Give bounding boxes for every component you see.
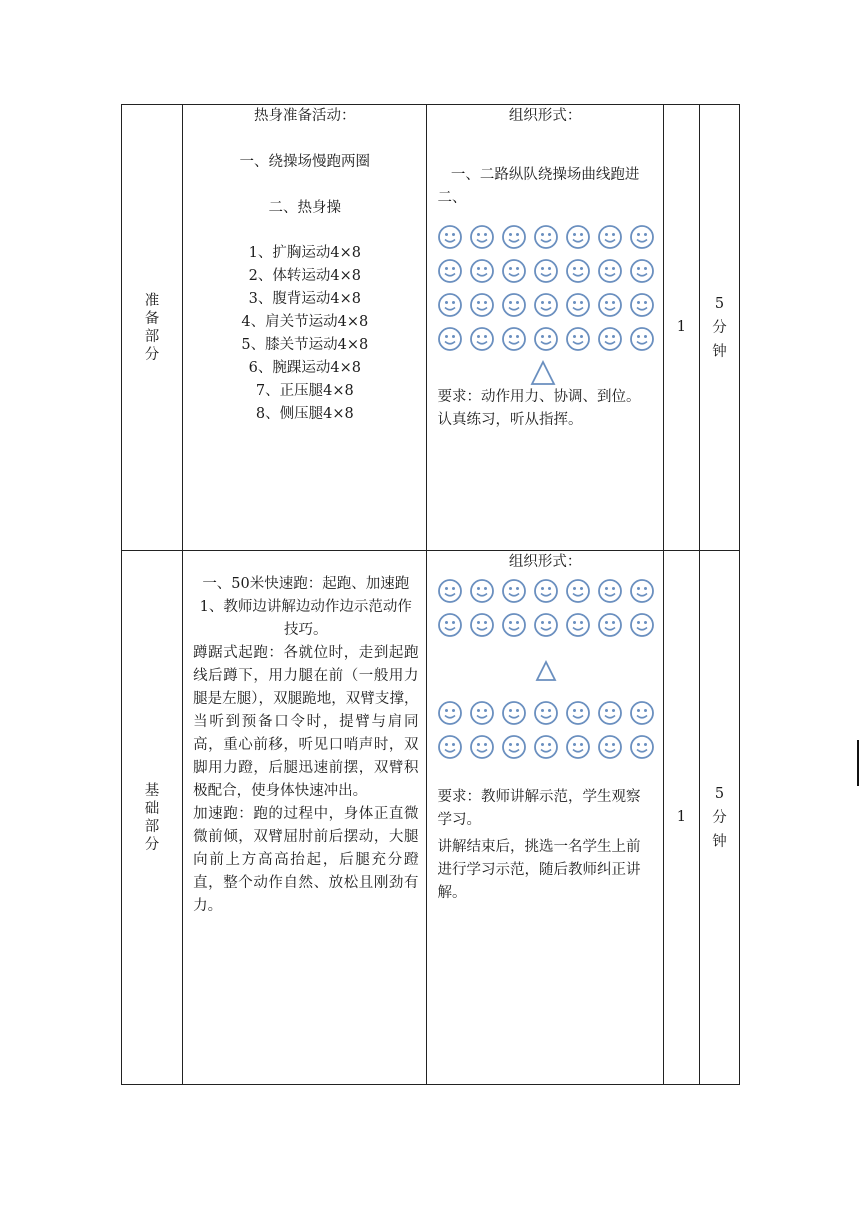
smiley-face-icon xyxy=(533,734,559,760)
formation-row xyxy=(437,696,662,730)
smiley-face-icon xyxy=(501,612,527,638)
smiley-face-icon xyxy=(629,224,655,250)
smiley-face-icon xyxy=(469,258,495,284)
formation-row xyxy=(437,220,662,254)
formation-row xyxy=(437,322,662,356)
smiley-face-icon xyxy=(597,224,623,250)
smiley-face-icon xyxy=(469,326,495,352)
smiley-face-icon xyxy=(469,578,495,604)
smiley-face-icon xyxy=(565,292,591,318)
smiley-face-icon xyxy=(597,612,623,638)
basic-sub: 1、教师边讲解边动作边示范动作技巧。 xyxy=(199,599,412,638)
triangle-icon xyxy=(530,360,556,386)
student-formation-top xyxy=(427,574,662,642)
smiley-face-icon xyxy=(501,326,527,352)
smiley-face-icon xyxy=(597,292,623,318)
smiley-face-icon xyxy=(533,578,559,604)
formation-row xyxy=(437,730,662,764)
smiley-face-icon xyxy=(533,700,559,726)
basic-org-cell xyxy=(427,551,663,1085)
crouch-start-paragraph: 蹲踞式起跑：各就位时，走到起跑线后蹲下，用力腿在前（一般用力腿是左腿），双腿跪地，双臂支撑，当听到预备口令时，提臂与肩同高，重心前移，听见口哨声时，双脚用力蹬，后腿迅速前摆，双臂积极配合，使身体快速冲出。 xyxy=(193,645,419,799)
smiley-face-icon xyxy=(533,258,559,284)
requirement-line-1: 要求：教师讲解示范，学生观察学习。 xyxy=(437,789,641,828)
exercise-item: 3、腹背运动4×8 xyxy=(248,291,361,307)
warmup-line-1: 一、绕操场慢跑两圈 xyxy=(239,154,371,170)
smiley-face-icon xyxy=(469,612,495,638)
smiley-face-icon xyxy=(437,578,463,604)
smiley-face-icon xyxy=(597,258,623,284)
smiley-face-icon xyxy=(565,734,591,760)
smiley-face-icon xyxy=(501,224,527,250)
smiley-face-icon xyxy=(629,578,655,604)
acceleration-paragraph: 加速跑：跑的过程中，身体正直微微前倾，双臂屈肘前后摆动，大腿向前上方高高抬起，后腿充分蹬直，整个动作自然、放松且刚劲有力。 xyxy=(193,806,419,914)
exercise-item: 8、侧压腿4×8 xyxy=(255,406,354,422)
org-line-2: 二、 xyxy=(437,190,467,206)
exercise-item: 5、膝关节运动4×8 xyxy=(241,337,369,353)
prep-content-cell xyxy=(183,105,427,551)
basic-count: 1 xyxy=(663,551,699,1085)
teacher-marker xyxy=(427,660,662,682)
basic-content-cell xyxy=(183,551,427,1085)
formation-row xyxy=(437,574,662,608)
smiley-face-icon xyxy=(437,258,463,284)
org-title: 组织形式： xyxy=(508,554,582,570)
smiley-face-icon xyxy=(501,700,527,726)
margin-mark xyxy=(857,740,859,786)
smiley-face-icon xyxy=(565,578,591,604)
lesson-plan-table xyxy=(121,104,740,1085)
exercise-item: 4、肩关节运动4×8 xyxy=(241,314,369,330)
prep-count: 1 xyxy=(663,105,699,551)
formation-row xyxy=(437,254,662,288)
smiley-face-icon xyxy=(565,700,591,726)
smiley-face-icon xyxy=(533,612,559,638)
warmup-line-2: 二、热身操 xyxy=(268,200,342,216)
exercise-item: 2、体转运动4×8 xyxy=(248,268,361,284)
smiley-face-icon xyxy=(597,326,623,352)
smiley-face-icon xyxy=(565,258,591,284)
smiley-face-icon xyxy=(629,612,655,638)
smiley-face-icon xyxy=(565,612,591,638)
smiley-face-icon xyxy=(629,734,655,760)
smiley-face-icon xyxy=(565,224,591,250)
prep-org-cell xyxy=(427,105,663,551)
org-line-1: 一、二路纵队绕操场曲线跑进 xyxy=(450,167,640,183)
smiley-face-icon xyxy=(501,258,527,284)
exercise-item: 6、腕踝运动4×8 xyxy=(248,360,361,376)
triangle-icon xyxy=(535,660,557,682)
smiley-face-icon xyxy=(597,578,623,604)
smiley-face-icon xyxy=(437,734,463,760)
prep-time: 5 分 钟 xyxy=(699,105,739,551)
smiley-face-icon xyxy=(501,734,527,760)
prep-row xyxy=(122,105,740,551)
smiley-face-icon xyxy=(437,326,463,352)
smiley-face-icon xyxy=(629,292,655,318)
basic-row xyxy=(122,551,740,1085)
org-title: 组织形式： xyxy=(508,108,582,124)
formation-row xyxy=(437,608,662,642)
smiley-face-icon xyxy=(469,224,495,250)
smiley-face-icon xyxy=(597,700,623,726)
requirement-line-2: 讲解结束后，挑选一名学生上前进行学习示范，随后教师纠正讲解。 xyxy=(437,839,641,901)
smiley-face-icon xyxy=(565,326,591,352)
smiley-face-icon xyxy=(533,224,559,250)
smiley-face-icon xyxy=(501,292,527,318)
basic-time: 5 分 钟 xyxy=(699,551,739,1085)
requirement-line-1: 要求：动作用力、协调、到位。 xyxy=(437,389,641,405)
smiley-face-icon xyxy=(533,292,559,318)
smiley-face-icon xyxy=(437,224,463,250)
smiley-face-icon xyxy=(469,700,495,726)
smiley-face-icon xyxy=(469,734,495,760)
smiley-face-icon xyxy=(437,612,463,638)
smiley-face-icon xyxy=(629,700,655,726)
smiley-face-icon xyxy=(501,578,527,604)
smiley-face-icon xyxy=(437,700,463,726)
smiley-face-icon xyxy=(629,258,655,284)
formation-row xyxy=(437,288,662,322)
smiley-face-icon xyxy=(469,292,495,318)
requirement-line-2: 认真练习，听从指挥。 xyxy=(437,412,583,428)
basic-heading: 一、50米快速跑：起跑、加速跑 xyxy=(202,576,410,592)
prep-section-label: 准 备 部 分 xyxy=(122,105,183,551)
student-formation-bottom xyxy=(427,696,662,764)
smiley-face-icon xyxy=(533,326,559,352)
exercise-item: 7、正压腿4×8 xyxy=(255,383,354,399)
student-formation xyxy=(427,220,662,356)
smiley-face-icon xyxy=(629,326,655,352)
basic-section-label: 基 础 部 分 xyxy=(122,551,183,1085)
smiley-face-icon xyxy=(437,292,463,318)
teacher-marker xyxy=(427,360,662,386)
exercise-item: 1、扩胸运动4×8 xyxy=(248,245,361,261)
smiley-face-icon xyxy=(597,734,623,760)
warmup-title: 热身准备活动： xyxy=(254,108,356,124)
